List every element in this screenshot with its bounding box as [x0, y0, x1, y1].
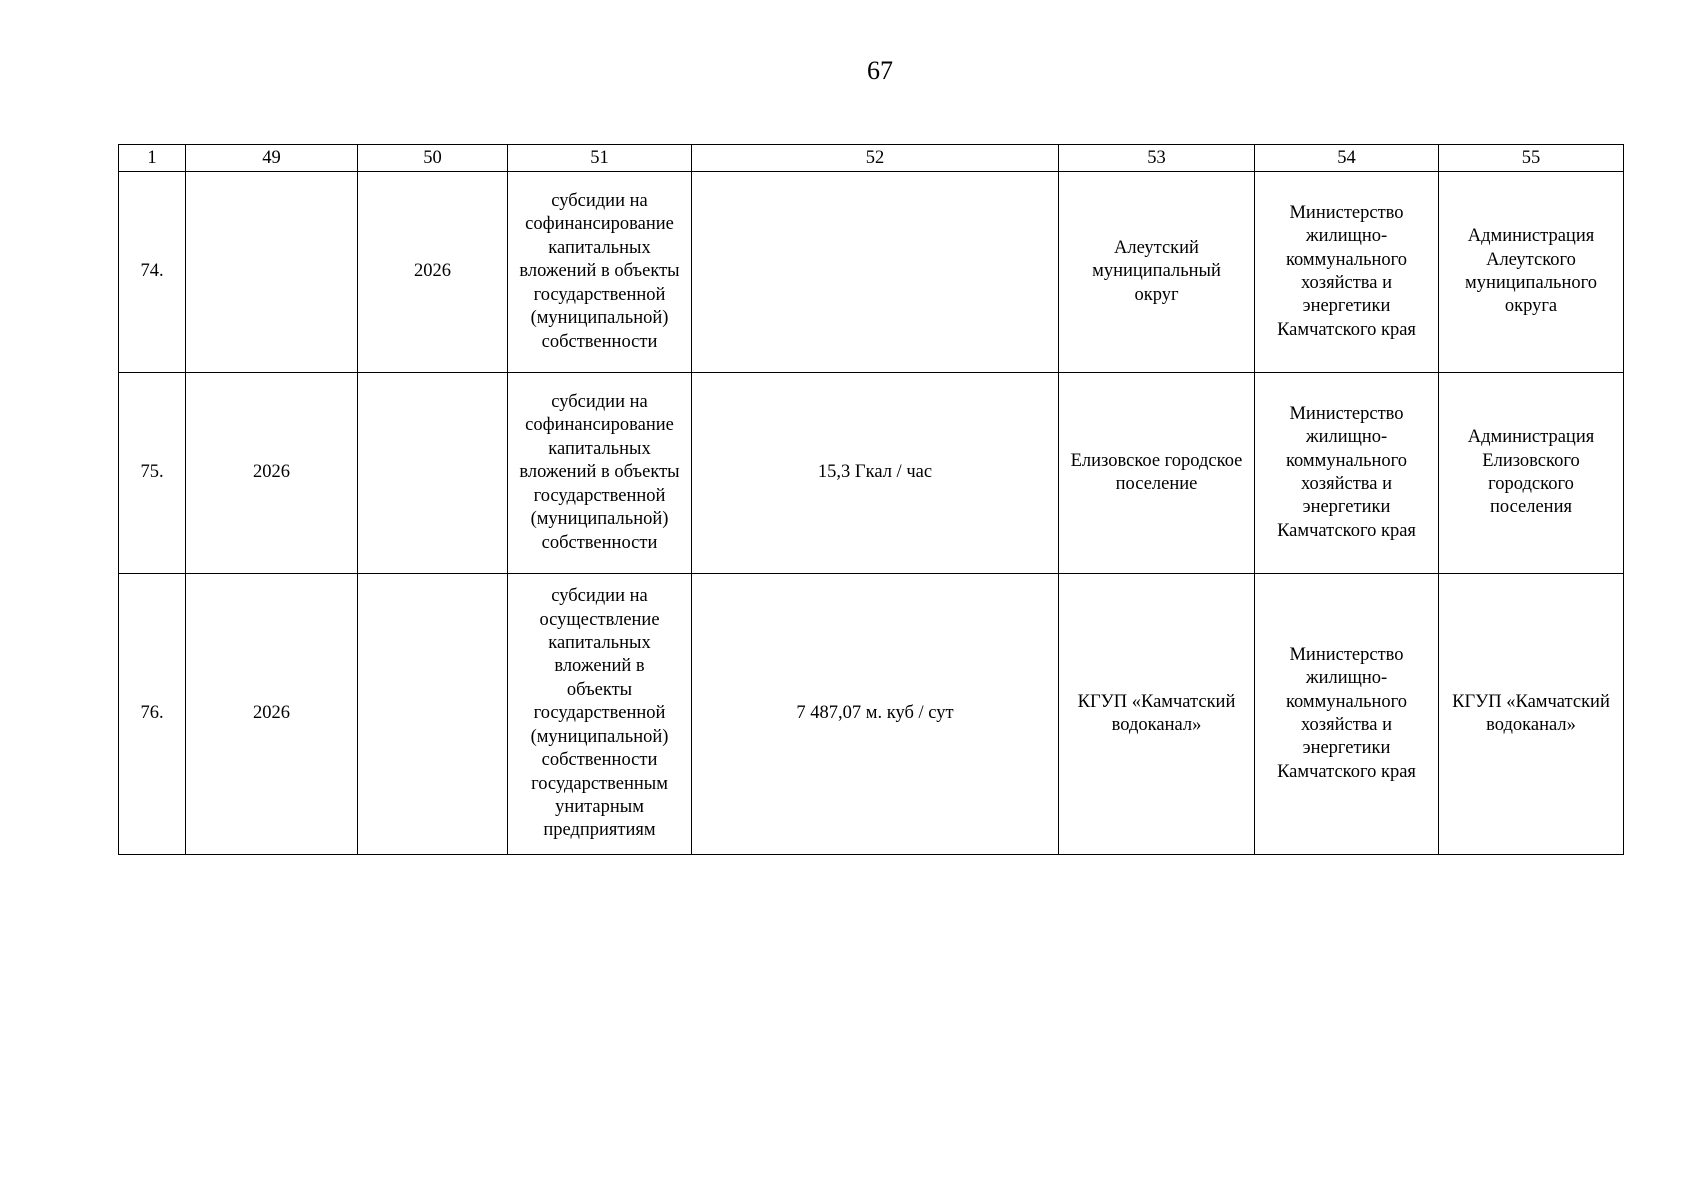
table-cell: субсидии на софинансирование капитальных вложений в объекты государственной (муниципальной) собственности [508, 172, 692, 373]
column-header: 55 [1439, 145, 1624, 172]
row-number-cell: 76. [119, 574, 186, 855]
table-cell: КГУП «Камчатский водоканал» [1059, 574, 1255, 855]
page-number: 67 [867, 56, 893, 85]
data-table [118, 144, 1624, 855]
row-number-cell: 74. [119, 172, 186, 373]
column-header: 52 [692, 145, 1059, 172]
table-cell [186, 172, 358, 373]
table-cell: субсидии на софинансирование капитальных вложений в объекты государственной (муниципальной) собственности [508, 373, 692, 574]
table-cell: Администрация Елизовского городского поселения [1439, 373, 1624, 574]
table-cell: 2026 [186, 574, 358, 855]
table-cell: КГУП «Камчатский водоканал» [1439, 574, 1624, 855]
table-cell: субсидии на осуществление капитальных вложений в объекты государственной (муниципальной) собственности государственным унитарным предприятиям [508, 574, 692, 855]
table-cell: Администрация Алеутского муниципального округа [1439, 172, 1624, 373]
table-cell [692, 172, 1059, 373]
table-header-row [119, 145, 1624, 172]
table-cell: 7 487,07 м. куб / сут [692, 574, 1059, 855]
table-cell: Министерство жилищно- коммунального хозяйства и энергетики Камчатского края [1255, 373, 1439, 574]
table-cell [358, 574, 508, 855]
table-row [119, 172, 1624, 373]
table-row [119, 373, 1624, 574]
table-cell: 15,3 Гкал / час [692, 373, 1059, 574]
row-number-cell: 75. [119, 373, 186, 574]
column-header: 49 [186, 145, 358, 172]
table-cell: Алеутский муниципальный округ [1059, 172, 1255, 373]
table-cell: Елизовское городское поселение [1059, 373, 1255, 574]
table-cell: Министерство жилищно- коммунального хозяйства и энергетики Камчатского края [1255, 172, 1439, 373]
column-header: 54 [1255, 145, 1439, 172]
table-cell: 2026 [358, 172, 508, 373]
table-cell: Министерство жилищно- коммунального хозяйства и энергетики Камчатского края [1255, 574, 1439, 855]
column-header: 50 [358, 145, 508, 172]
column-header: 53 [1059, 145, 1255, 172]
table-row [119, 574, 1624, 855]
table-cell: 2026 [186, 373, 358, 574]
column-header: 1 [119, 145, 186, 172]
column-header: 51 [508, 145, 692, 172]
table-cell [358, 373, 508, 574]
